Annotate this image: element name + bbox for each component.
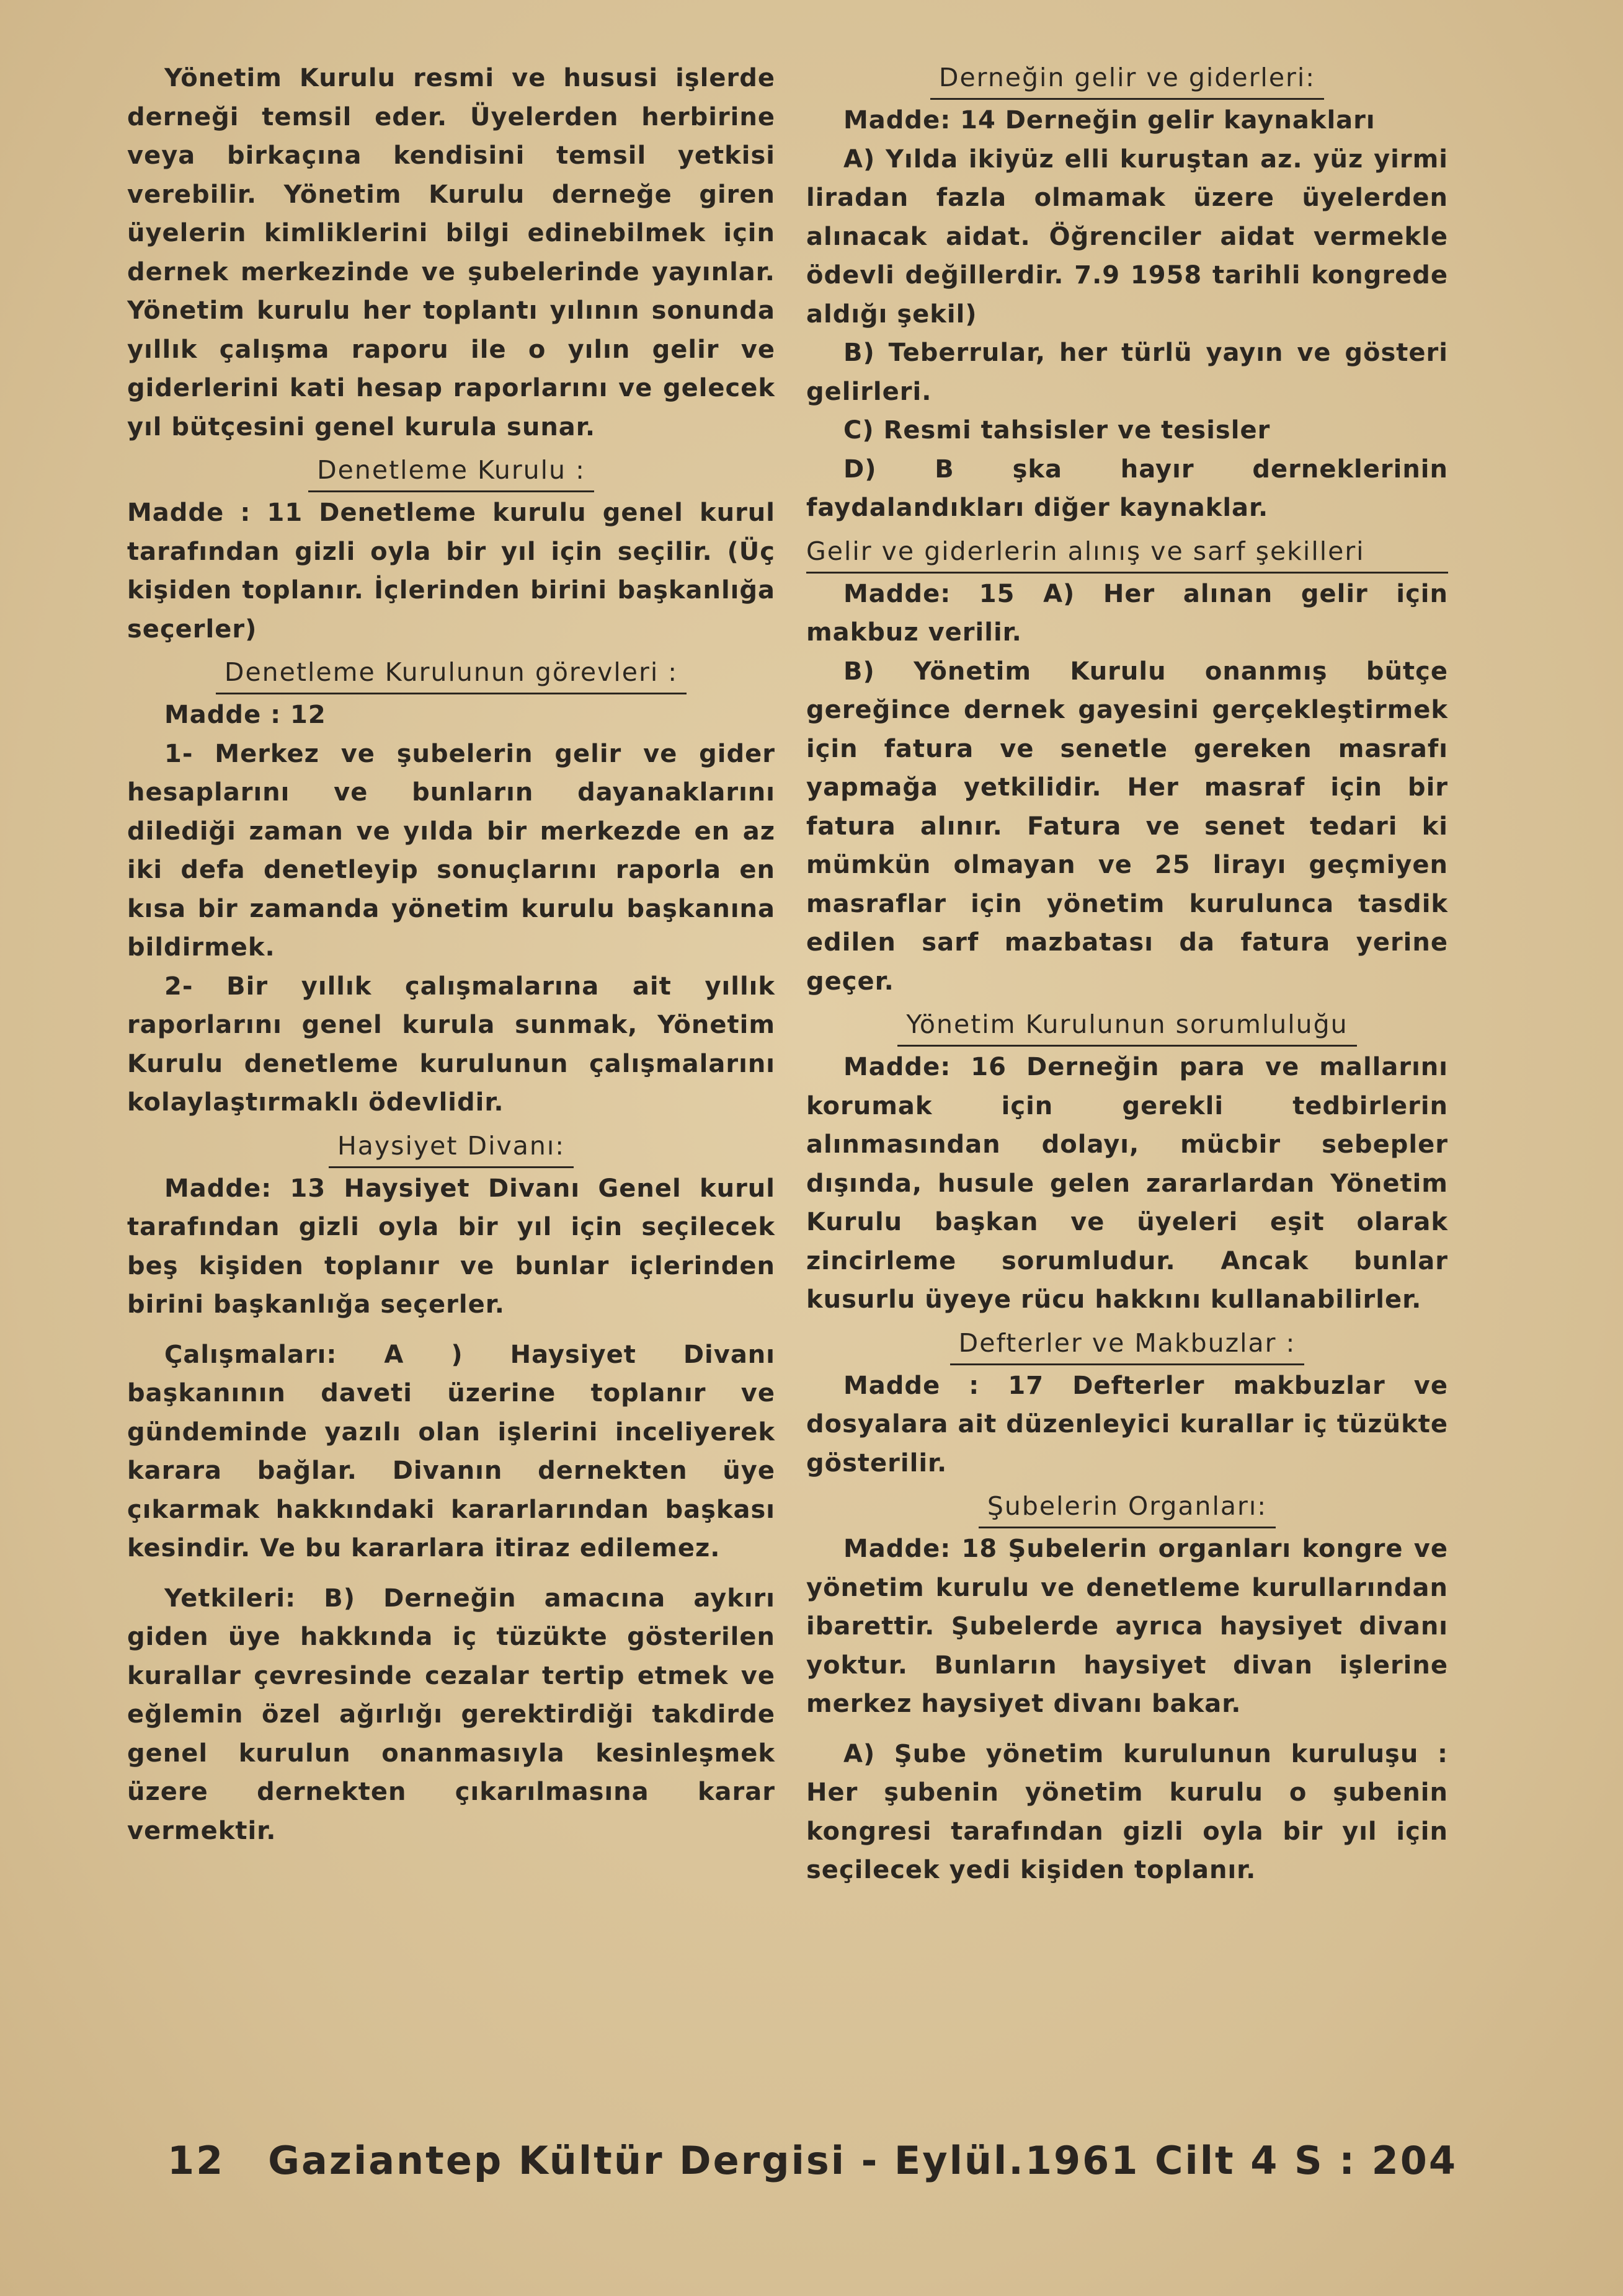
heading-defterler: Defterler ve Makbuzlar : bbox=[806, 1324, 1448, 1365]
madde-12: Madde : 12 bbox=[164, 701, 326, 729]
madde-17: Madde : 17 Defterler makbuzlar ve dosyalara ait düzenleyici kurallar iç tüzükte gösterilir. bbox=[806, 1371, 1448, 1478]
madde-14-d: D) B şka hayır derneklerinin faydalandıkları diğer kaynaklar. bbox=[806, 454, 1448, 522]
madde-18: Madde: 18 Şubelerin organları kongre ve yönetim kurulu ve denetleme kurullarından ibarettir. Şubelerde ayrıca haysiyet divanı yoktur. Bunların haysiyet divan işlerine merkez haysiyet divanı bakar. bbox=[806, 1535, 1448, 1718]
heading-gelir-giderleri: Derneğin gelir ve giderleri: bbox=[806, 59, 1448, 100]
madde-14-a: A) Yılda ikiyüz elli kuruştan az. yüz yirmi liradan fazla olmamak üzere üyelerden alınacak aidat. Öğrenciler aidat vermekle ödevli değillerdir. 7.9 1958 tarihli kongrede aldığı şekil) bbox=[806, 144, 1448, 329]
journal-citation: Gaziantep Kültür Dergisi - Eylül.1961 Cilt 4 S : 204 bbox=[268, 2138, 1457, 2183]
madde-15-b: B) Yönetim Kurulu onanmış bütçe gereğince dernek gayesini gerçekleştirmek için fatura ve senetle gereken masrafı yapmağa yetkilidir. Her masraf için bir fatura alınır. Fatura ve senet tedari ki mümkün olmayan ve 25 lirayı geçmiyen masraflar için yönetim kurulunca tasdik edilen sarf mazbatası da fatura yerine geçer. bbox=[806, 657, 1448, 996]
calismalari-paragraph: Çalışmaları: A ) Haysiyet Divanı başkanının daveti üzerine toplanır ve gündeminde yazılı olan işlerini inceliyerek karara bağlar. Divanın dernekten üye çıkarmak hakkındaki kararlarından başkası kesindir. Ve bu kararlara itiraz edilemez. bbox=[127, 1340, 775, 1562]
madde-16: Madde: 16 Derneğin para ve mallarını korumak için gerekli tedbirlerin alınmasından dolayı, mücbir sebepler dışında, husule gelen zararlardan Yönetim Kurulu başkan ve üyeleri eşit olarak zincirleme sorumludur. Ancak bunlar kusurlu üyeye rücu hakkını kullanabilirler. bbox=[806, 1053, 1448, 1314]
madde-18-a: A) Şube yönetim kurulunun kuruluşu : Her şubenin yönetim kurulu o şubenin kongresi tarafından gizli oyla bir yıl için seçilecek yedi kişiden toplanır. bbox=[806, 1739, 1448, 1884]
madde-12-item-2: 2- Bir yıllık çalışmalarına ait yıllık raporlarını genel kurula sunmak, Yönetim Kurulu denetleme kurulunun çalışmalarını kolaylaştırmaklı ödevlidir. bbox=[127, 972, 775, 1117]
madde-14: Madde: 14 Derneğin gelir kaynakları bbox=[843, 106, 1376, 135]
madde-14-c: C) Resmi tahsisler ve tesisler bbox=[843, 416, 1271, 445]
madde-14-b: B) Teberrular, her türlü yayın ve gösteri gelirleri. bbox=[806, 339, 1448, 406]
page-footer bbox=[167, 2138, 1457, 2183]
madde-15-a: Madde: 15 A) Her alınan gelir için makbuz verilir. bbox=[806, 579, 1448, 647]
heading-haysiyet-divani: Haysiyet Divanı: bbox=[127, 1127, 775, 1168]
madde-13: Madde: 13 Haysiyet Divanı Genel kurul tarafından gizli oyla bir yıl için seçilecek beş kişiden toplanır ve bunlar içlerinden birini başkanlığa seçerler. bbox=[127, 1174, 775, 1319]
heading-sorumluluk: Yönetim Kurulunun sorumluluğu bbox=[806, 1006, 1448, 1047]
yetkileri-paragraph: Yetkileri: B) Derneğin amacına aykırı giden üye hakkında iç tüzükte gösterilen kurallar çevresinde cezalar tertip etmek ve eğlemin özel ağırlığı gerektirdiği takdirde genel kurulun onanmasıyla kesinleşmek üzere dernekten çıkarılmasına karar vermektir. bbox=[127, 1584, 775, 1845]
heading-subeler: Şubelerin Organları: bbox=[806, 1487, 1448, 1528]
left-column bbox=[127, 59, 775, 1850]
madde-12-item-1: 1- Merkez ve şubelerin gelir ve gider hesaplarını ve bunların dayanaklarını dilediği zaman ve yılda bir merkezde en az iki defa denetleyip sonuçlarını raporla en kısa bir zamanda yönetim kurulu başkanına bildirmek. bbox=[127, 739, 775, 962]
right-column bbox=[806, 59, 1448, 1890]
intro-paragraph: Yönetim Kurulu resmi ve hususi işlerde derneği temsil eder. Üyelerden herbirine veya birkaçına kendisini temsil yetkisi verebilir. Yönetim Kurulu derneğe giren üyelerin kimliklerini bilgi edinebilmek için dernek merkezinde ve şubelerinde yayınlar. Yönetim kurulu her toplantı yılının sonunda yıllık çalışma raporu ile o yılın gelir ve giderlerini kati hesap raporlarını ve gelecek yıl bütçesini genel kurula sunar. bbox=[127, 64, 775, 441]
madde-11: Madde : 11 Denetleme kurulu genel kurul tarafından gizli oyla bir yıl için seçilir. (Üç kişiden toplanır. İçlerinden birini başkanlığa seçerler) bbox=[127, 499, 775, 644]
page-number: 12 bbox=[167, 2138, 225, 2183]
heading-denetleme-kurulu: Denetleme Kurulu : bbox=[127, 451, 775, 492]
heading-denetleme-gorevleri: Denetleme Kurulunun görevleri : bbox=[127, 654, 775, 694]
heading-sarf-sekilleri: Gelir ve giderlerin alınış ve sarf şekilleri bbox=[806, 533, 1448, 574]
